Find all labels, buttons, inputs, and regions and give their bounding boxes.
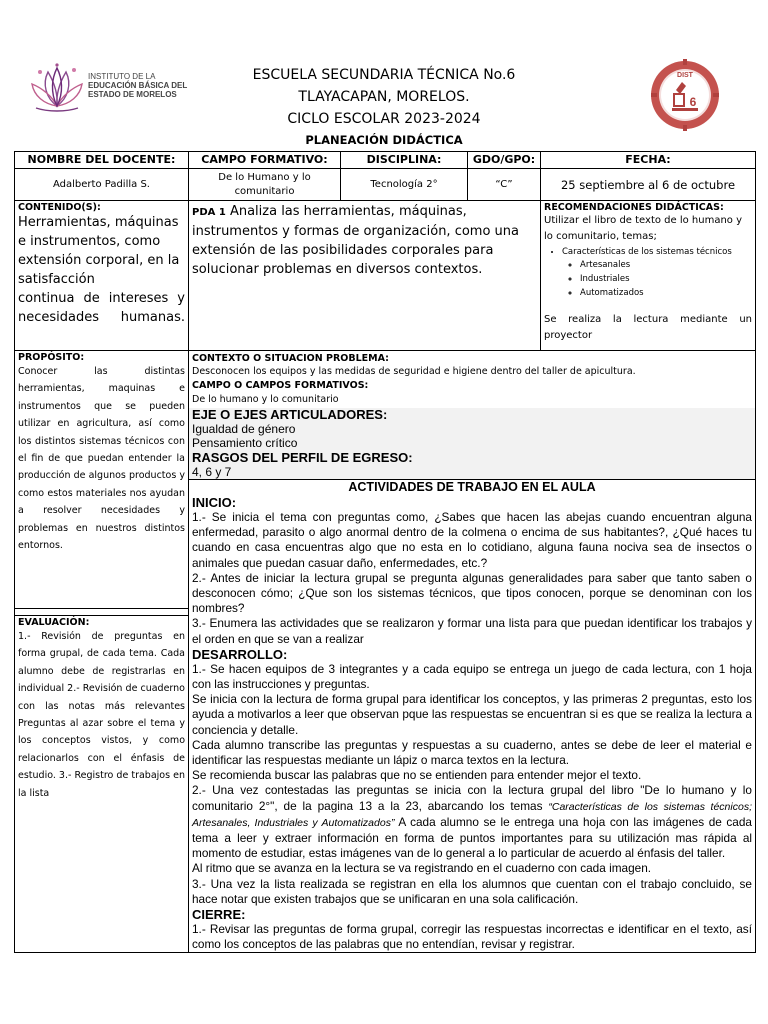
list-item: ◦ Automatizados xyxy=(580,286,752,300)
right-column xyxy=(189,351,756,953)
proposito-block xyxy=(15,351,188,609)
contenido-text-2: continua de intereses y necesidades humanas. xyxy=(18,291,185,325)
desarrollo-item-5 xyxy=(192,783,752,861)
school-location: TLAYACAPAN, MORELOS. xyxy=(298,89,470,105)
list-item xyxy=(562,247,752,300)
seal-number: 6 xyxy=(689,95,697,109)
value-docente: Adalberto Padilla S. xyxy=(15,169,189,201)
evaluacion-block xyxy=(15,615,188,803)
left-column xyxy=(15,351,189,953)
rec-bullet-text: Características de los sistemas técnicos xyxy=(562,247,732,257)
school-year: CICLO ESCOLAR 2023-2024 xyxy=(287,111,481,127)
pda-label: PDA 1 xyxy=(192,207,226,218)
header-fecha: FECHA: xyxy=(541,152,756,169)
desarrollo-item-1: 1.- Se hacen equipos de 3 integrantes y a cada equipo se entrega un juego de cada lectura, con 1 hoja con las instrucciones y preguntas. xyxy=(192,661,752,692)
contenido-row xyxy=(15,201,756,351)
desarrollo-item-4: Se recomienda buscar las palabras que no se entienden para entender mejor el texto. xyxy=(192,768,642,783)
header-docente: NOMBRE DEL DOCENTE: xyxy=(15,152,189,169)
inicio-label: INICIO: xyxy=(192,495,237,510)
actividades-block xyxy=(189,479,755,952)
logo-line2: EDUCACIÓN BÁSICA DEL xyxy=(88,81,188,90)
document-type: PLANEACIÓN DIDÁCTICA xyxy=(305,133,463,147)
pda-cell xyxy=(189,201,541,351)
header-row xyxy=(15,152,756,169)
cierre-label: CIERRE: xyxy=(192,907,246,923)
ejes-item-2: Pensamiento crítico xyxy=(192,436,298,450)
ejes-block xyxy=(189,408,755,479)
main-row xyxy=(15,351,756,953)
desarrollo-item-7: 3.- Una vez la lista realizada se registran en ella los alumnos que cuentan con el trabajo concluido, se hace notar que existen trabajos que se unificaran en una sola calificación. xyxy=(192,876,752,906)
value-campo: De lo Humano y lo comunitario xyxy=(189,169,341,201)
recomendaciones-label: RECOMENDACIONES DIDÁCTICAS: xyxy=(544,202,724,213)
campos-text: De lo humano y lo comunitario xyxy=(192,394,339,405)
desarrollo-item-3: Cada alumno transcribe las preguntas y respuestas a su cuaderno, antes se debe de leer el material e identificar las respuestas mediante un lápiz o marca textos en la lectura. xyxy=(192,737,752,768)
desarrollo-item-5b: “Características de los sistemas técnicos; Artesanales, Industriales y Automatizados” xyxy=(192,800,752,829)
recomendaciones-text-2: Se realiza la lectura mediante un proyector xyxy=(544,314,752,341)
header-grado: GDO/GPO: xyxy=(468,152,541,169)
contexto-label: CONTEXTO O SITUACION PROBLEMA: xyxy=(192,353,389,364)
values-row xyxy=(15,169,756,201)
inicio-item-2: 2.- Antes de iniciar la lectura grupal se pregunta algunas generalidades para saber que tanto saben o desconocen cómo; ¿Que son los sistemas técnicos, que tipos conocen, porque se denominan con los nombres? xyxy=(192,570,752,616)
contexto-text: Desconocen los equipos y las medidas de seguridad e higiene dentro del taller de apicultura. xyxy=(192,366,636,377)
seal-text-top: DIST xyxy=(677,72,693,79)
desarrollo-item-6: Al ritmo que se avanza en la lectura se va registrando en el cuaderno con cada imagen. xyxy=(192,861,652,876)
recomendaciones-cell xyxy=(541,201,756,351)
value-disciplina: Tecnología 2° xyxy=(341,169,468,201)
desarrollo-label: DESARROLLO: xyxy=(192,646,288,662)
inicio-item-1: 1.- Se inicia el tema con preguntas como, ¿Sabes que hacen las abejas cuando encuentran alguna enfermedad, parasito o algo anormal dentro de la colmena o encima de sus habitantes?, ¿Qué haces tu cuando en casa encuentras algo que no esta en lo cotidiano, alguna fauna nociva sea de insectos o animales que puedan casuar daño, enfermedades, etc.? xyxy=(192,510,752,570)
header-disciplina: DISCIPLINA: xyxy=(341,152,468,169)
contenido-label: CONTENIDO(S): xyxy=(18,202,101,213)
logo-line3: ESTADO DE MORELOS xyxy=(88,90,177,99)
document-header xyxy=(0,0,768,150)
desarrollo-item-5c: A cada alumno se le entrega una hoja con las imágenes de cada tema a leer y extraer información en forma de puntos importantes para su utilización mas rápida al momento de estudiar, estas imágenes van de lo general a lo particular de acuerdo al énfasis del taller. xyxy=(192,814,752,861)
school-name: ESCUELA SECUNDARIA TÉCNICA No.6 xyxy=(252,67,516,83)
evaluacion-label: EVALUACIÓN: xyxy=(18,617,90,628)
contenido-text-1: Herramientas, máquinas e instrumentos, como extensión corporal, en la satisfacción xyxy=(18,215,180,287)
actividades-title: ACTIVIDADES DE TRABAJO EN EL AULA xyxy=(348,480,596,494)
pda-text: Analiza las herramientas, máquinas, instrumentos y formas de organización, como una extensión de las posibilidades corporales para solucionar problemas en diversos contextos. xyxy=(192,204,519,277)
contexto-block xyxy=(189,351,755,408)
list-item: ◦ Artesanales xyxy=(580,258,752,272)
ejes-label: EJE O EJES ARTICULADORES: xyxy=(192,407,388,422)
campos-label: CAMPO O CAMPOS FORMATIVOS: xyxy=(192,380,369,391)
recomendaciones-list xyxy=(562,247,752,300)
school-title-block xyxy=(170,64,598,149)
value-fecha: 25 septiembre al 6 de octubre xyxy=(541,169,756,201)
cierre-item-1: 1.- Revisar las preguntas de forma grupal, corregir las respuestas incorrectas e identificar en el texto, así como los conceptos de las palabras que no entendían, revisar y registrar. xyxy=(192,922,752,952)
contenido-cell xyxy=(15,201,189,351)
ejes-item-1: Igualdad de género xyxy=(192,422,296,436)
list-item: ◦ Industriales xyxy=(580,272,752,286)
value-grado: “C” xyxy=(468,169,541,201)
header-campo: CAMPO FORMATIVO: xyxy=(189,152,341,169)
desarrollo-item-5a: 2.- Una vez contestadas las preguntas se inicia con la lectura grupal del libro "De lo humano y lo comunitario 2°", de la pagina 13 a la 23, abarcando los temas xyxy=(192,783,752,813)
logo-line1: INSTITUTO DE LA xyxy=(88,72,156,81)
desarrollo-item-2: Se inicia con la lectura de forma grupal para identificar los conceptos, y las primeras 2 preguntas, esto los ayuda a motivarlos a leer que observan pque las respuestas se encuentran si es que se realiza la lectura a conciencia y detalle. xyxy=(192,692,752,737)
school-seal-icon xyxy=(650,50,720,140)
rasgos-label: RASGOS DEL PERFIL DE EGRESO: xyxy=(192,450,413,465)
proposito-label: PROPÓSITO: xyxy=(18,352,85,363)
planning-table xyxy=(14,151,756,953)
rasgos-text: 4, 6 y 7 xyxy=(192,465,232,479)
lotus-logo-icon xyxy=(28,62,86,114)
school-seal xyxy=(650,50,720,140)
evaluacion-text: 1.- Revisión de preguntas en forma grupal, de cada tema. Cada alumno debe de registrarlas en individual 2.- Revisión de cuaderno con las notas más relevantes Preguntas al azar sobre el tema y los conceptos vistos, y como relacionarlos con el énfasis de estudio. 3.- Registro de trabajos en la lista xyxy=(18,631,185,799)
inicio-item-3: 3.- Enumera las actividades que se realizaron y formar una lista para que puedan identificar los trabajos y el orden en que se van a realizar xyxy=(192,616,752,646)
proposito-text: Conocer las distintas herramientas, maquinas e instrumentos que se pueden utilizar en agricultura, así como los distintos sistemas técnicos con el fin de que puedan entender la producción de algunos productos y como estos materiales nos ayudan a resolver necesidades y problemas en nuestros distintos entornos. xyxy=(18,366,185,552)
recomendaciones-text: Utilizar el libro de texto de lo humano y lo comunitario, temas; xyxy=(544,215,743,242)
